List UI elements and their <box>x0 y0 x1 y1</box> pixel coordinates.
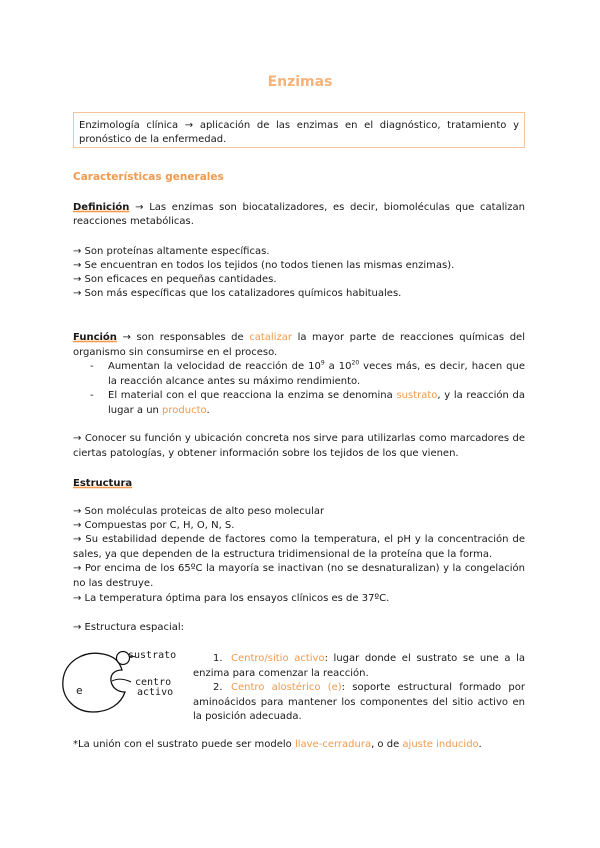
structure-heading-line <box>73 477 525 491</box>
structure-point-2: → Compuestas por C, H, O, N, S. <box>73 520 235 531</box>
lock-key-term: llave-cerradura <box>294 739 372 750</box>
function-label: Función <box>73 332 117 343</box>
diagram-label-sustrato: sustrato <box>128 650 177 661</box>
structure-label: Estructura <box>73 478 133 489</box>
spatial-structure-line: → Estructura espacial: <box>73 622 185 633</box>
structure-point-3: → Su estabilidad depende de factores como la temperatura, el pH y la concentración de sales, ya que dependen de la estructura tridimensional de la proteína que la forma. <box>73 534 525 560</box>
section-heading-general: Características generales <box>73 171 224 183</box>
diagram-label-e: e <box>76 684 83 697</box>
binding-model-note: *La unión con el sustrato puede ser modelo llave-cerradura, o de ajuste inducido. <box>73 739 482 750</box>
sustrato-term: sustrato <box>396 390 438 401</box>
definition-label: Definición <box>73 202 130 213</box>
definition-paragraph <box>73 201 525 229</box>
item1-number: 1. <box>213 653 223 664</box>
item2-number: 2. <box>213 682 223 693</box>
catalizar-term: catalizar <box>249 332 292 343</box>
function-dash-1 <box>73 360 525 390</box>
general-point-3: → Son eficaces en pequeñas cantidades. <box>73 274 277 285</box>
structure-point-5: → La temperatura óptima para los ensayos clínicos es de 37ºC. <box>73 593 390 604</box>
item2-text: : soporte estructural formado por aminoácidos para mantener los componentes del sitio activo en la posición adecuada. <box>193 682 525 722</box>
enzyme-diagram <box>55 648 205 716</box>
dash-marker: - <box>90 390 94 401</box>
definition-text: → Las enzimas son biocatalizadores, es decir, biomoléculas que catalizan reacciones metabólicas. <box>73 202 525 227</box>
induced-fit-term: ajuste inducido <box>402 739 479 750</box>
function-dash-2 <box>73 389 525 419</box>
diagram-label-centro: centro <box>135 677 172 688</box>
active-site-pointer <box>112 679 131 682</box>
diagram-label-activo: activo <box>137 687 174 698</box>
allosteric-term: Centro alostérico (e) <box>231 682 342 693</box>
page-title: Enzimas <box>267 74 333 90</box>
structure-point-1: → Son moléculas proteicas de alto peso molecular <box>73 506 325 517</box>
producto-term: producto <box>162 404 207 416</box>
function-paragraph <box>73 331 525 360</box>
item1-text: : lugar donde el sustrato se une a la enzima para comenzar la reacción. <box>193 653 525 679</box>
function-conclusion: → Conocer su función y ubicación concreta nos sirve para utilizarlas como marcadores de ciertas patologías, y obtener información sobre los tejidos de los que vienen. <box>73 433 525 459</box>
structure-point-4: → Por encima de los 65ºC la mayoría se inactivan (no se desnaturalizan) y la congelación no las destruye. <box>73 563 525 589</box>
general-point-1: → Son proteínas altamente específicas. <box>73 246 270 257</box>
function-text-a: → son responsables de <box>116 332 250 343</box>
function-text-b: la mayor parte de reacciones químicas del organismo sin consumirse en el proceso. <box>73 332 525 358</box>
general-point-2: → Se encuentran en todos los tejidos (no todos tienen las mismas enzimas). <box>73 260 455 271</box>
intro-box: Enzimología clínica → aplicación de las enzimas en el diagnóstico, tratamiento y pronóstico de la enfermedad. <box>73 112 525 148</box>
function-dash-2-text: El material con el que reacciona la enzima se denomina sustrato, y la reacción da lugar a un producto. <box>108 390 525 416</box>
active-site-term: Centro/sitio activo <box>231 653 325 664</box>
general-point-4: → Son más específicas que los catalizadores químicos habituales. <box>73 288 402 299</box>
spatial-item-1 <box>193 652 525 681</box>
enzyme-outline <box>63 653 125 712</box>
dash-marker: - <box>90 361 94 372</box>
function-dash-1-text: Aumentan la velocidad de reacción de $10^9$ a $10^{20}$ veces más, es decir, hacen que la reacción alcance antes su máximo rendimiento. <box>108 359 526 387</box>
spatial-item-2 <box>193 681 525 725</box>
